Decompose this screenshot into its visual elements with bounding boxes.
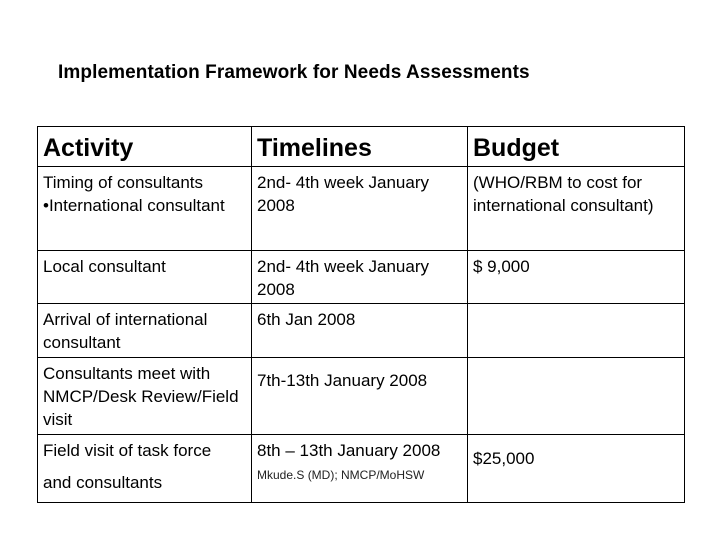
implementation-table xyxy=(37,126,685,503)
table-row xyxy=(38,167,685,251)
header-timelines: Timelines xyxy=(252,127,468,167)
timeline-text: 8th – 13th January 2008 xyxy=(257,441,441,460)
budget-cell xyxy=(468,304,685,358)
table-row xyxy=(38,304,685,358)
activity-line: and consultants xyxy=(43,473,163,492)
timeline-cell: 2nd- 4th week January 2008 xyxy=(252,167,468,251)
budget-cell: $ 9,000 xyxy=(468,251,685,304)
activity-line: Field visit of task force xyxy=(43,441,212,460)
table-row xyxy=(38,358,685,435)
header-budget: Budget xyxy=(468,127,685,167)
activity-cell: Consultants meet with NMCP/Desk Review/Field visit xyxy=(38,358,252,435)
timeline-cell xyxy=(252,435,468,503)
activity-line: •International consultant xyxy=(43,196,225,215)
activity-cell xyxy=(38,167,252,251)
timeline-cell xyxy=(252,358,468,435)
table-row xyxy=(38,251,685,304)
budget-cell xyxy=(468,358,685,435)
budget-cell: (WHO/RBM to cost for international consultant) xyxy=(468,167,685,251)
page-title: Implementation Framework for Needs Assessments xyxy=(58,62,530,83)
activity-cell xyxy=(38,435,252,503)
table-header-row xyxy=(38,127,685,167)
timeline-cell: 6th Jan 2008 xyxy=(252,304,468,358)
header-activity: Activity xyxy=(38,127,252,167)
activity-line: Timing of consultants xyxy=(43,173,203,192)
footer-note: Mkude.S (MD); NMCP/MoHSW xyxy=(257,468,425,482)
activity-cell: Local consultant xyxy=(38,251,252,304)
timeline-cell: 2nd- 4th week January 2008 xyxy=(252,251,468,304)
budget-cell: $25,000 xyxy=(468,435,685,503)
timeline-text: 7th-13th January 2008 xyxy=(257,371,428,390)
table-row xyxy=(38,435,685,503)
activity-cell: Arrival of international consultant xyxy=(38,304,252,358)
